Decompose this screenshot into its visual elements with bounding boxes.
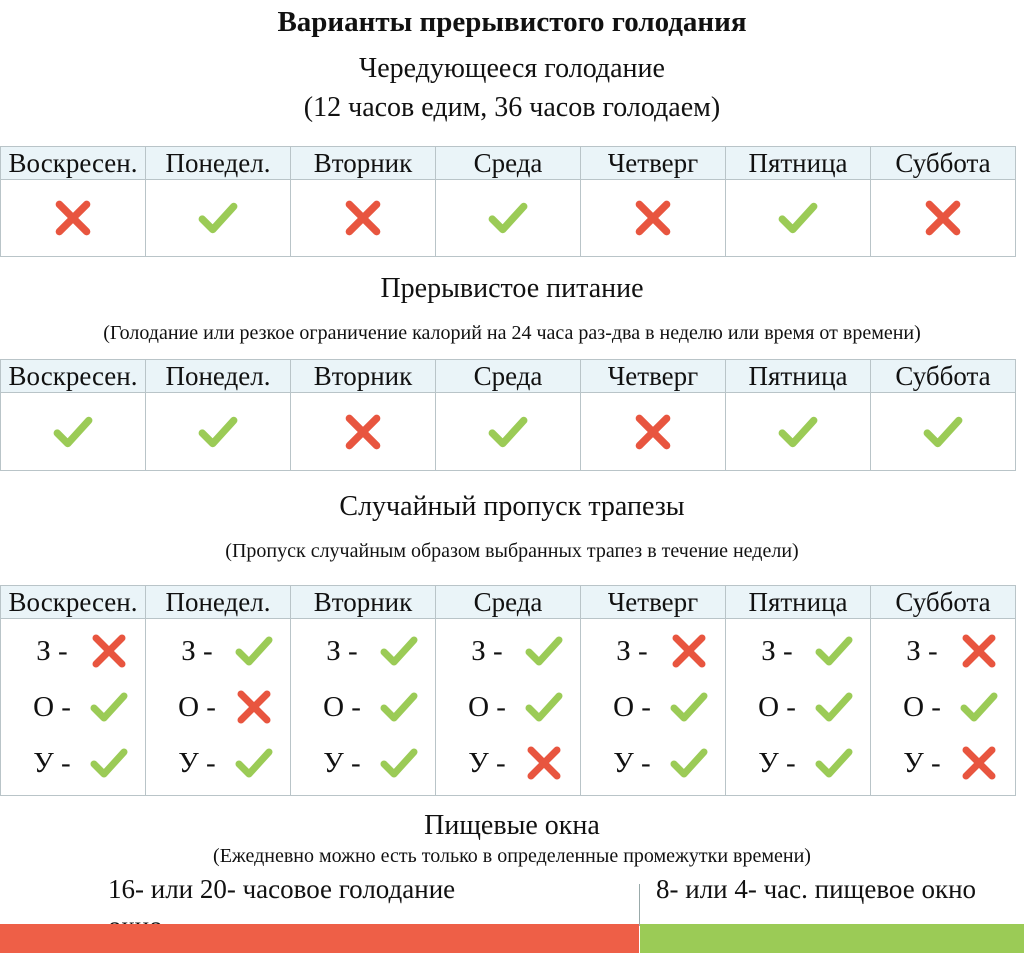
cross-icon (669, 631, 709, 671)
section3-meal-row (1, 619, 1016, 796)
check-icon (669, 687, 709, 727)
section3-day-cell (581, 619, 726, 796)
section1-day-header: Среда (436, 147, 581, 180)
section1-day-header: Понедел. (146, 147, 291, 180)
section4-subtitle: (Ежедневно можно есть только в определенные промежутки времени) (213, 845, 811, 867)
meal-entry (436, 623, 580, 679)
section3-day-cell (1, 619, 146, 796)
meal-label: З - (326, 634, 358, 667)
section3-day-cell (146, 619, 291, 796)
fasting-window-label: 16- или 20- часовое голодание (108, 874, 456, 904)
meal-label: У - (468, 746, 506, 779)
check-icon (89, 687, 129, 727)
cross-icon (922, 197, 964, 239)
section1-day-cell (436, 180, 581, 257)
section2-day-header: Понедел. (146, 360, 291, 393)
meal-entry (291, 679, 435, 735)
meal-entry (726, 679, 870, 735)
section3-day-header: Четверг (581, 586, 726, 619)
cross-icon (959, 631, 999, 671)
meal-label: О - (758, 690, 796, 723)
cross-icon (524, 743, 564, 783)
section2-header-row (1, 360, 1016, 393)
meal-label: У - (33, 746, 71, 779)
meal-entry (581, 735, 725, 791)
check-icon (197, 411, 239, 453)
eating-window-bar (640, 924, 1024, 953)
section2-day-header: Вторник (291, 360, 436, 393)
section3-day-cell (726, 619, 871, 796)
section3-day-header: Воскресен. (1, 586, 146, 619)
section2-day-cell (1, 393, 146, 471)
check-icon (814, 743, 854, 783)
section4-title: Пищевые окна (424, 810, 600, 841)
meal-entry (726, 623, 870, 679)
section2-day-cell (436, 393, 581, 471)
section3-day-header: Пятница (726, 586, 871, 619)
section1-day-cell (146, 180, 291, 257)
fasting-window-label-overflow (108, 911, 163, 924)
section2-mark-row (1, 393, 1016, 471)
section3-day-cell (436, 619, 581, 796)
section2-day-cell (871, 393, 1016, 471)
section1-day-header: Четверг (581, 147, 726, 180)
page-title: Варианты прерывистого голодания (277, 6, 747, 38)
cross-icon (959, 743, 999, 783)
section1-title: Чередующееся голодание (359, 53, 665, 84)
section2-day-header: Суббота (871, 360, 1016, 393)
section3-day-header: Понедел. (146, 586, 291, 619)
meal-label: З - (906, 634, 938, 667)
meal-label: У - (613, 746, 651, 779)
meal-label: У - (178, 746, 216, 779)
check-icon (777, 197, 819, 239)
check-icon (379, 631, 419, 671)
section1-day-header: Пятница (726, 147, 871, 180)
meal-label: У - (758, 746, 796, 779)
meal-entry (146, 623, 290, 679)
section1-day-header: Суббота (871, 147, 1016, 180)
check-icon (922, 411, 964, 453)
meal-label: О - (613, 690, 651, 723)
cross-icon (342, 197, 384, 239)
meal-label: З - (616, 634, 648, 667)
section2-day-header: Воскресен. (1, 360, 146, 393)
section3-header-row (1, 586, 1016, 619)
check-icon (524, 687, 564, 727)
section1-table (0, 146, 1016, 257)
section1-day-header: Воскресен. (1, 147, 146, 180)
eating-window-label: 8- или 4- час. пищевое окно (656, 874, 977, 904)
meal-entry (1, 735, 145, 791)
check-icon (234, 631, 274, 671)
section1-day-cell (871, 180, 1016, 257)
meal-label: О - (468, 690, 506, 723)
check-icon (52, 411, 94, 453)
meal-label: О - (33, 690, 71, 723)
meal-label: О - (323, 690, 361, 723)
section3-day-header: Суббота (871, 586, 1016, 619)
section3-table (0, 585, 1016, 796)
section3-day-header: Вторник (291, 586, 436, 619)
check-icon (669, 743, 709, 783)
meal-label: З - (36, 634, 68, 667)
section1-day-cell (1, 180, 146, 257)
check-icon (959, 687, 999, 727)
meal-label: О - (178, 690, 216, 723)
meal-entry (871, 623, 1015, 679)
section1-day-cell (291, 180, 436, 257)
check-icon (487, 411, 529, 453)
section1-day-header: Вторник (291, 147, 436, 180)
section2-day-cell (581, 393, 726, 471)
meal-entry (871, 735, 1015, 791)
cross-icon (52, 197, 94, 239)
cross-icon (234, 687, 274, 727)
section2-day-cell (291, 393, 436, 471)
section3-day-header: Среда (436, 586, 581, 619)
section2-day-header: Пятница (726, 360, 871, 393)
check-icon (487, 197, 529, 239)
section2-day-header: Среда (436, 360, 581, 393)
fasting-window-bar (0, 924, 639, 953)
check-icon (777, 411, 819, 453)
meal-label: З - (181, 634, 213, 667)
meal-label: З - (471, 634, 503, 667)
meal-entry (581, 679, 725, 735)
section3-day-cell (871, 619, 1016, 796)
check-icon (197, 197, 239, 239)
section1-day-cell (581, 180, 726, 257)
meal-entry (726, 735, 870, 791)
check-icon (379, 743, 419, 783)
meal-label: О - (903, 690, 941, 723)
meal-entry (436, 735, 580, 791)
check-icon (524, 631, 564, 671)
meal-entry (291, 623, 435, 679)
cross-icon (89, 631, 129, 671)
cross-icon (632, 411, 674, 453)
section1-mark-row (1, 180, 1016, 257)
section2-day-header: Четверг (581, 360, 726, 393)
meal-entry (1, 623, 145, 679)
meal-label: З - (761, 634, 793, 667)
section2-subtitle: (Голодание или резкое ограничение калорий на 24 часа раз-два в неделю или время от времени) (103, 322, 921, 344)
cross-icon (632, 197, 674, 239)
meal-label: У - (903, 746, 941, 779)
section1-day-cell (726, 180, 871, 257)
cross-icon (342, 411, 384, 453)
meal-label: У - (323, 746, 361, 779)
section2-table (0, 359, 1016, 471)
check-icon (814, 631, 854, 671)
meal-entry (1, 679, 145, 735)
section1-subtitle: (12 часов едим, 36 часов голодаем) (303, 92, 721, 123)
section3-subtitle: (Пропуск случайным образом выбранных трапез в течение недели) (225, 540, 799, 562)
meal-entry (291, 735, 435, 791)
check-icon (234, 743, 274, 783)
check-icon (814, 687, 854, 727)
section3-title: Случайный пропуск трапезы (339, 491, 685, 522)
meal-entry (146, 735, 290, 791)
check-icon (379, 687, 419, 727)
check-icon (89, 743, 129, 783)
section2-day-cell (146, 393, 291, 471)
section3-day-cell (291, 619, 436, 796)
section1-header-row (1, 147, 1016, 180)
section2-day-cell (726, 393, 871, 471)
window-divider (639, 884, 640, 926)
meal-entry (871, 679, 1015, 735)
section2-title: Прерывистое питание (380, 273, 644, 304)
meal-entry (436, 679, 580, 735)
meal-entry (581, 623, 725, 679)
meal-entry (146, 679, 290, 735)
